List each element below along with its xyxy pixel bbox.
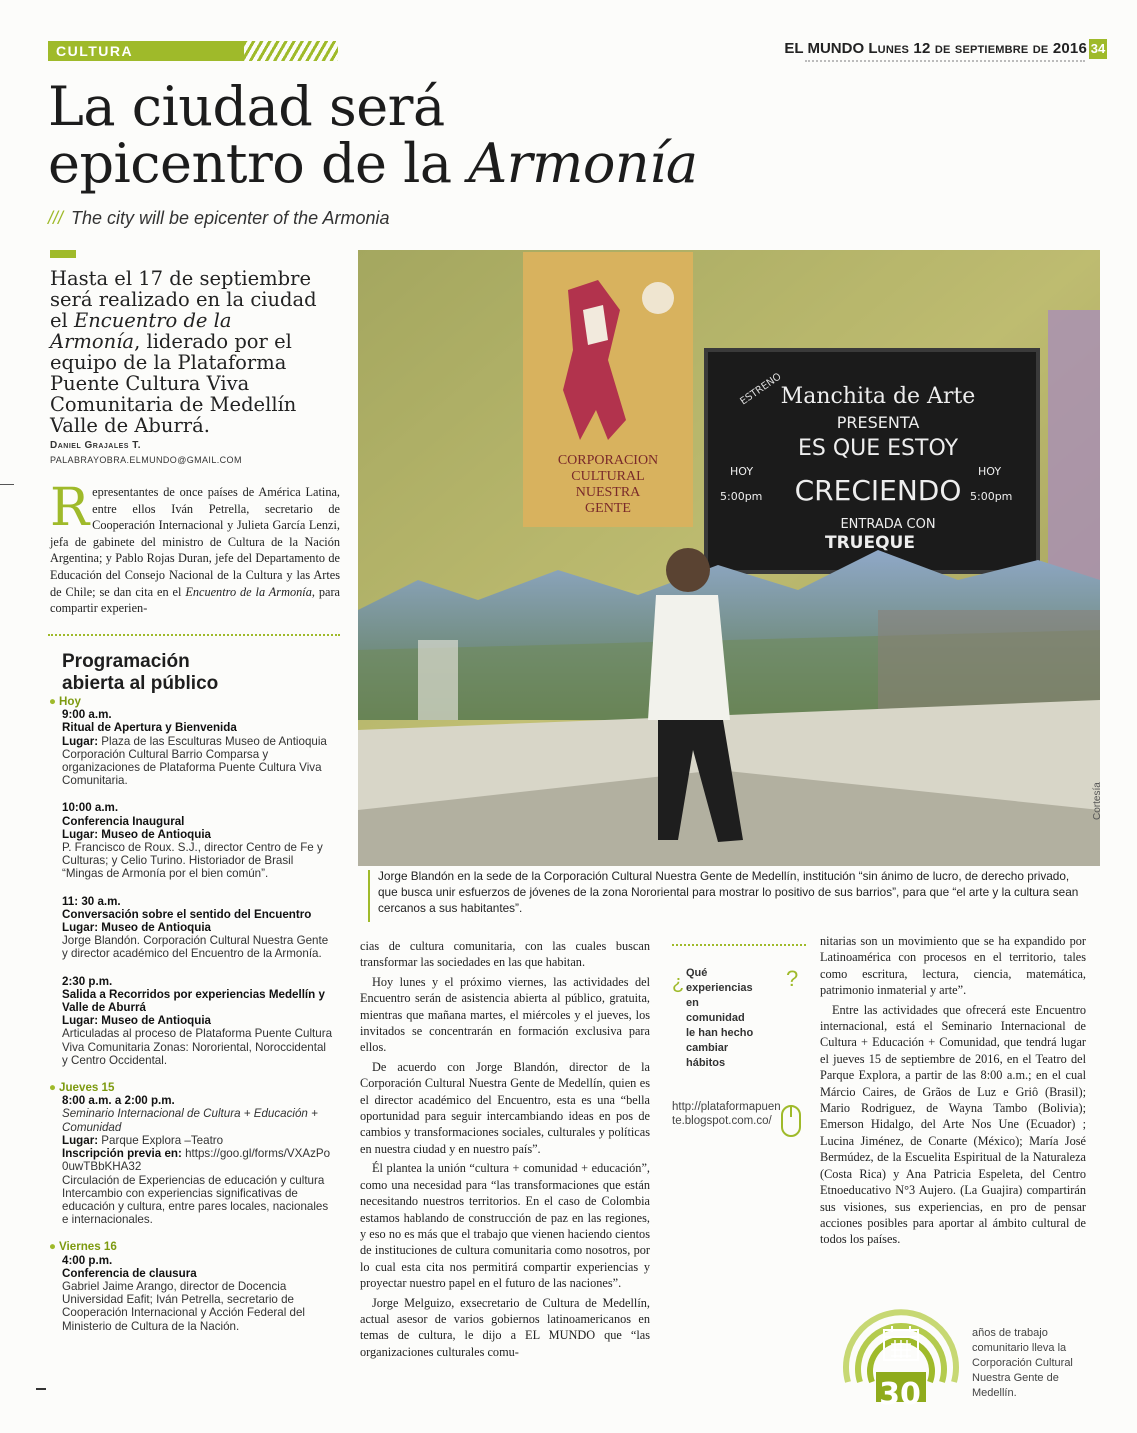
body-column-3	[820, 933, 1086, 1251]
event-registration	[62, 1147, 334, 1173]
caption-bar	[368, 870, 370, 922]
headline-italic: Armonía	[468, 132, 698, 195]
sign-text-2: CULTURAL	[571, 469, 645, 484]
page-number: 34	[1089, 39, 1107, 59]
board-hoy-left: HOY	[730, 465, 754, 478]
subtitle	[48, 208, 390, 229]
sign-text-4: GENTE	[585, 501, 631, 516]
person-shirt	[648, 595, 730, 720]
place-value: Parque Explora –Teatro	[98, 1133, 224, 1147]
paragraph: Hoy lunes y el próximo viernes, las actividades del Encuentro serán de asistencia abierta al público, gratuita, mientras que mañana martes, el miércoles y el jueves, los invitados se concentrarán en formación exclusiva para ellos.	[360, 974, 650, 1055]
subtitle-text: The city will be epicenter of the Armonia	[71, 208, 390, 228]
place-value: Plaza de las Esculturas Museo de Antioquia	[98, 734, 327, 748]
lede-marker	[50, 250, 76, 258]
board-text-1: Manchita de Arte	[780, 384, 976, 409]
event-place: Lugar: Museo de Antioquia	[62, 1014, 211, 1028]
event-desc: Articuladas al proceso de Plataforma Puente Cultura Viva Comunitaria Zonas: Nororiental, Noroccidental y Centro Occidental.	[62, 1027, 333, 1067]
paragraph: cias de cultura comunitaria, con las cuales buscan transformar las sociedades en las que habitan.	[360, 939, 650, 970]
program-title: Programación abierta al público	[62, 651, 219, 694]
body-intro-b: , para compartir experien-	[50, 584, 340, 616]
section-hatch	[244, 41, 338, 61]
stat-text: años de trabajo comunitario lleva la Corporación Cultural Nuestra Gente de Medellín.	[972, 1327, 1073, 1399]
event-name: Seminario Internacional de Cultura + Educación + Comunidad	[62, 1107, 318, 1134]
registration-label: Inscripción previa en:	[62, 1147, 182, 1161]
photo-credit: Cortesía	[1092, 782, 1103, 820]
body-intro-a: epresentantes de once países de América Latina, entre ellos Iván Petrella, secretario de Cooperación Internacional y Julieta García Lenzi, jefa de gabinete del ministro de Cultura de la Nación Argentina; y Pablo Rojas Duran, jefe del Departamento de Educación del Consejo Nacional de la Cultura y las Artes de Chile; se dan cita en el	[50, 485, 340, 599]
crop-mark	[36, 1388, 46, 1390]
person-head	[666, 548, 710, 592]
article-photo	[358, 250, 1100, 866]
event-place: Lugar: Museo de Antioquia	[62, 921, 211, 935]
author-byline: Daniel Grajales T.	[50, 440, 142, 451]
lede	[50, 268, 322, 436]
paragraph: Él plantea la unión “cultura + comunidad + educación”, como una necesidad para “las transformaciones que están necesitando nuestros territorios. En el caso de Colombia estamos hablando de construcción de paz en las regiones, y eso no es más que el trabajo que vienen haciendo cientos de instituciones de cultura comunitaria como nosotros, por lo cual esta cita nos permitirá compartir experiencias y proyectar nuestro papel en el futuro de las naciones”.	[360, 1161, 650, 1291]
board-text-2: PRESENTA	[836, 413, 920, 432]
event-place	[62, 735, 334, 748]
event-name: Salida a Recorridos por experiencias Medellín y Valle de Aburrá	[62, 987, 325, 1015]
event-time: 2:30 p.m.	[62, 974, 113, 988]
event-time: 8:00 a.m. a 2:00 p.m.	[62, 1094, 175, 1108]
lede-part2: , liderado por el equipo de la Plataforma Puente Cultura Viva Comunitaria de Medellín Valle de Aburrá.	[50, 330, 297, 437]
event-place	[62, 1134, 334, 1147]
event-desc: Circulación de Experiencias de educación y cultura Intercambio con experiencias significativas de educación y cultura, entre pares locales, nacionales e internacionales.	[62, 1173, 329, 1227]
place-label: Lugar:	[62, 734, 99, 748]
headline-plain: epicentro de la	[48, 132, 469, 195]
event-name: Ritual de Apertura y Bienvenida	[62, 721, 237, 735]
board-text-4: CRECIENDO	[794, 474, 962, 507]
event-desc: Jorge Blandón. Corporación Cultural Nuestra Gente y director académico del Encuentro de la Armonía.	[62, 934, 329, 961]
board-text-estreno: ESTRENO	[738, 371, 784, 408]
headline	[48, 75, 698, 195]
issue-date: Lunes 12 de septiembre de 2016	[868, 40, 1087, 57]
sign-text-1: CORPORACION	[557, 453, 659, 468]
crop-mark	[0, 484, 14, 485]
publication-name: EL MUNDO	[784, 40, 865, 57]
stat-number: 30	[879, 1377, 921, 1412]
lede-part1: Hasta el 17 de septiembre será realizado en la ciudad el	[50, 267, 317, 332]
headline-line2	[48, 132, 698, 195]
header-rule	[805, 60, 1085, 62]
photo-caption: Jorge Blandón en la sede de la Corporación Cultural Nuestra Gente de Medellín, institución “sin ánimo de lucro, de derecho privado, que busca unir esfuerzos de jóvenes de la zona Nororiental para mostrar lo positivo de sus barrios”, para que “el arte y la cultura sean cercanos a sus habitantes”.	[378, 869, 1079, 915]
masthead	[784, 40, 1087, 57]
program-day: ● Jueves 15	[49, 1081, 334, 1094]
author-email[interactable]: PALABRAYOBRA.ELMUNDO@GMAIL.COM	[50, 455, 242, 465]
board-text-6: TRUEQUE	[825, 533, 915, 553]
event-desc: Gabriel Jaime Arango, director de Docencia Universidad Eafit; Iván Petrella, secretario de Cooperación Internacional y Acción Federal del Ministerio de Cultura de la Nación.	[62, 1279, 305, 1333]
event-name: Conversación sobre el sentido del Encuentro	[62, 907, 312, 921]
event-time: 4:00 p.m.	[62, 1253, 113, 1267]
program-list	[59, 695, 334, 1333]
event-time: 11: 30 a.m.	[62, 894, 121, 908]
body-column-2	[360, 938, 650, 1363]
paragraph: Entre las actividades que ofrecerá este Encuentro internacional, está el Seminario Internacional de Cultura + Educación + Comunidad, que tendrá lugar el jueves 15 de septiembre de 2016, en el Teatro del Parque Explora, a partir de las 8:00 a.m.; en el cual Márcio Caires, de Grãos de Luz e Griô (Brasil); Mario Rodriguez, de Wayna Tambo (Bolivia); Emerson Hidalgo, del Arte Nos Une (Ecuador) ; Lucina Jiménez, de Conarte (México); María José Bermúdez, de la Escuelita Espiritual de la Naturaleza (Costa Rica) y Ana Patricia Espeleta, del Centro Etnoeducativo N°3 Aujero. (La Guajira) compartirán sus visiones, sus experiencias, en pro de pensar acciones posibles para aportar al ámbito cultural de todos los países.	[820, 1002, 1086, 1247]
board-hoy-right: HOY	[978, 465, 1002, 478]
body-intro-italic: Encuentro de la Armonía	[185, 584, 312, 599]
photo-illustration	[358, 250, 1100, 866]
paragraph: Jorge Melguizo, exsecretario de Cultura de Medellín, actual asesor de varios gobiernos latinoamericanos en temas de cultura, le dijo a EL MUNDO que “las organizaciones culturales comu-	[360, 1295, 650, 1359]
place-label: Lugar:	[62, 1133, 99, 1147]
question-open-mark: ¿	[672, 972, 685, 994]
question-close-mark: ?	[786, 966, 799, 991]
event-desc: P. Francisco de Roux. S.J., director Centro de Fe y Culturas; y Celio Turino. Historiador de Brasil “Mingas de Armonía por el bien común”.	[62, 841, 323, 881]
sign-text-3: NUESTRA	[575, 485, 641, 500]
program-rule	[48, 634, 340, 636]
headline-line1: La ciudad será	[48, 75, 445, 138]
board-time-right: 5:00pm	[970, 490, 1013, 503]
event-name: Conferencia Inaugural	[62, 814, 185, 828]
paragraph: De acuerdo con Jorge Blandón, director de la Corporación Cultural Nuestra Gente de Medellín, quien es el director académico del Encuentro, esta es una “bella oportunidad para seguir intercambiando ideas en pos de cambios y transformaciones sociales, culturales y políticas en nuestra ciudad y en nuestro país”.	[360, 1059, 650, 1156]
event-place: Lugar: Museo de Antioquia	[62, 827, 211, 841]
program-day: ● Viernes 16	[49, 1240, 334, 1253]
board-time-left: 5:00pm	[720, 490, 763, 503]
question-text: Qué experiencias en comunidad le han hecho cambiar hábitos	[686, 967, 754, 1069]
paragraph: nitarias son un movimiento que se ha expandido por Latinoamérica con procesos en el territorio, tales como escritura, lectura, ciencia, matemática, patrimonio inmaterial y arte”.	[820, 934, 1086, 998]
mouse-icon	[780, 1104, 802, 1138]
program-day: ● Hoy	[49, 695, 334, 708]
drop-cap: R	[50, 478, 90, 538]
subtitle-slashes: ///	[48, 208, 64, 228]
blog-url[interactable]: http://plataformapuente.blogspot.com.co/	[672, 1101, 781, 1127]
lede-italic: Encuentro de la Armonía	[50, 309, 232, 353]
registration-link[interactable]: https://goo.gl/forms/VXAzPo0uwTBbKHA32	[62, 1147, 331, 1174]
board-text-5: ENTRADA CON	[840, 517, 936, 532]
body-intro	[50, 478, 340, 617]
event-desc: Corporación Cultural Barrio Comparsa y organizaciones de Plataforma Puente Cultura Viva Comunitaria.	[62, 747, 322, 788]
event-time: 9:00 a.m.	[62, 708, 112, 722]
event-name: Conferencia de clausura	[62, 1266, 197, 1280]
board-text-3: ES QUE ESTOY	[797, 436, 959, 461]
event-time: 10:00 a.m.	[62, 801, 119, 815]
section-tag: CULTURA	[48, 41, 244, 61]
